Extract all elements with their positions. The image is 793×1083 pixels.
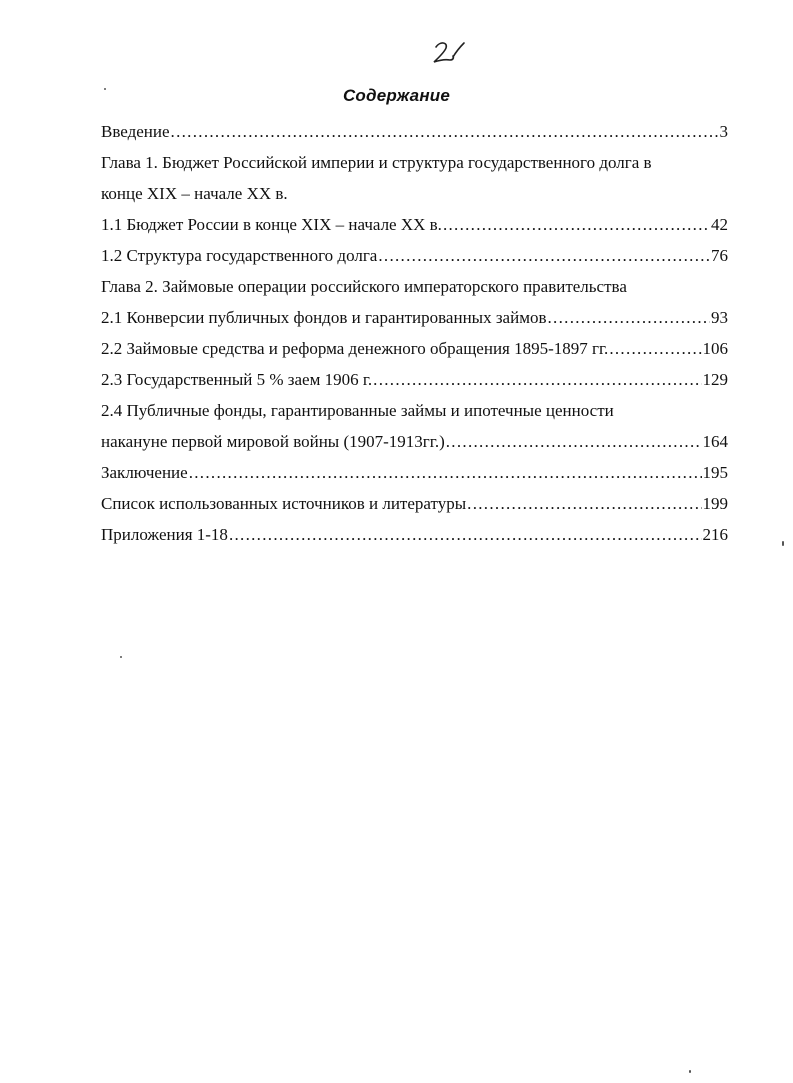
- toc-leader-dots: [467, 488, 701, 519]
- toc-leader-dots: [609, 333, 701, 364]
- toc-entry: [101, 426, 728, 457]
- page-title: Содержание: [342, 86, 451, 105]
- toc-chapter-heading: [101, 147, 728, 178]
- toc-leader-dots: [378, 240, 710, 271]
- toc-leader-dots: [548, 302, 711, 333]
- toc-entry: [101, 302, 728, 333]
- scan-speck: [782, 541, 784, 546]
- toc-entry-title: 2.1 Конверсии публичных фондов и гарантированных займов: [101, 308, 547, 327]
- toc-chapter-heading: [101, 271, 728, 302]
- toc-entry: [101, 457, 728, 488]
- toc-entry-page: 93: [711, 308, 728, 327]
- toc-entry-title: накануне первой мировой войны (1907-1913гг.): [101, 432, 445, 451]
- toc-entry-title: Глава 1. Бюджет Российской империи и структура государственного долга в: [101, 153, 652, 172]
- table-of-contents: [101, 116, 728, 550]
- toc-entry-title: конце XIX – начале XX в.: [101, 184, 288, 203]
- toc-entry-page: 195: [702, 463, 728, 482]
- toc-entry-page: 199: [702, 494, 728, 513]
- toc-entry-title: Введение: [101, 122, 170, 141]
- toc-entry: [101, 519, 728, 550]
- toc-entry-title: 2.2 Займовые средства и реформа денежного обращения 1895-1897 гг.: [101, 339, 609, 358]
- toc-leader-dots: [171, 116, 719, 147]
- toc-entry: [101, 488, 728, 519]
- toc-leader-dots: [446, 426, 702, 457]
- toc-entry: [101, 116, 728, 147]
- handwritten-page-number: [428, 38, 468, 68]
- toc-entry-title: 2.4 Публичные фонды, гарантированные займы и ипотечные ценности: [101, 401, 614, 420]
- toc-entry-title: Список использованных источников и литературы: [101, 494, 467, 513]
- toc-entry-page: 216: [702, 525, 728, 544]
- toc-entry-title: Глава 2. Займовые операции российского императорского правительства: [101, 277, 627, 296]
- toc-entry-title: 1.1 Бюджет России в конце XIX – начале XX в.: [101, 215, 442, 234]
- toc-entry-page: 129: [702, 370, 728, 389]
- toc-leader-dots: [443, 209, 710, 240]
- toc-entry: [101, 209, 728, 240]
- scan-speck: [689, 1070, 691, 1073]
- toc-leader-dots: [189, 457, 702, 488]
- toc-entry-title: 1.2 Структура государственного долга: [101, 246, 378, 265]
- toc-entry-page: 76: [711, 246, 728, 265]
- toc-entry-title: Приложения 1-18: [101, 525, 228, 544]
- toc-entry: [101, 333, 728, 364]
- toc-entry-page: 42: [711, 215, 728, 234]
- toc-entry-first-line: [101, 395, 728, 426]
- toc-entry: [101, 364, 728, 395]
- toc-chapter-heading: [101, 178, 728, 209]
- toc-entry-title: Заключение: [101, 463, 188, 482]
- toc-entry-title: 2.3 Государственный 5 % заем 1906 г.: [101, 370, 373, 389]
- toc-entry-page: 3: [719, 122, 728, 141]
- toc-leader-dots: [229, 519, 702, 550]
- toc-entry-page: 106: [702, 339, 728, 358]
- scan-speck: [120, 656, 122, 658]
- toc-entry: [101, 240, 728, 271]
- toc-leader-dots: [373, 364, 701, 395]
- toc-entry-page: 164: [702, 432, 728, 451]
